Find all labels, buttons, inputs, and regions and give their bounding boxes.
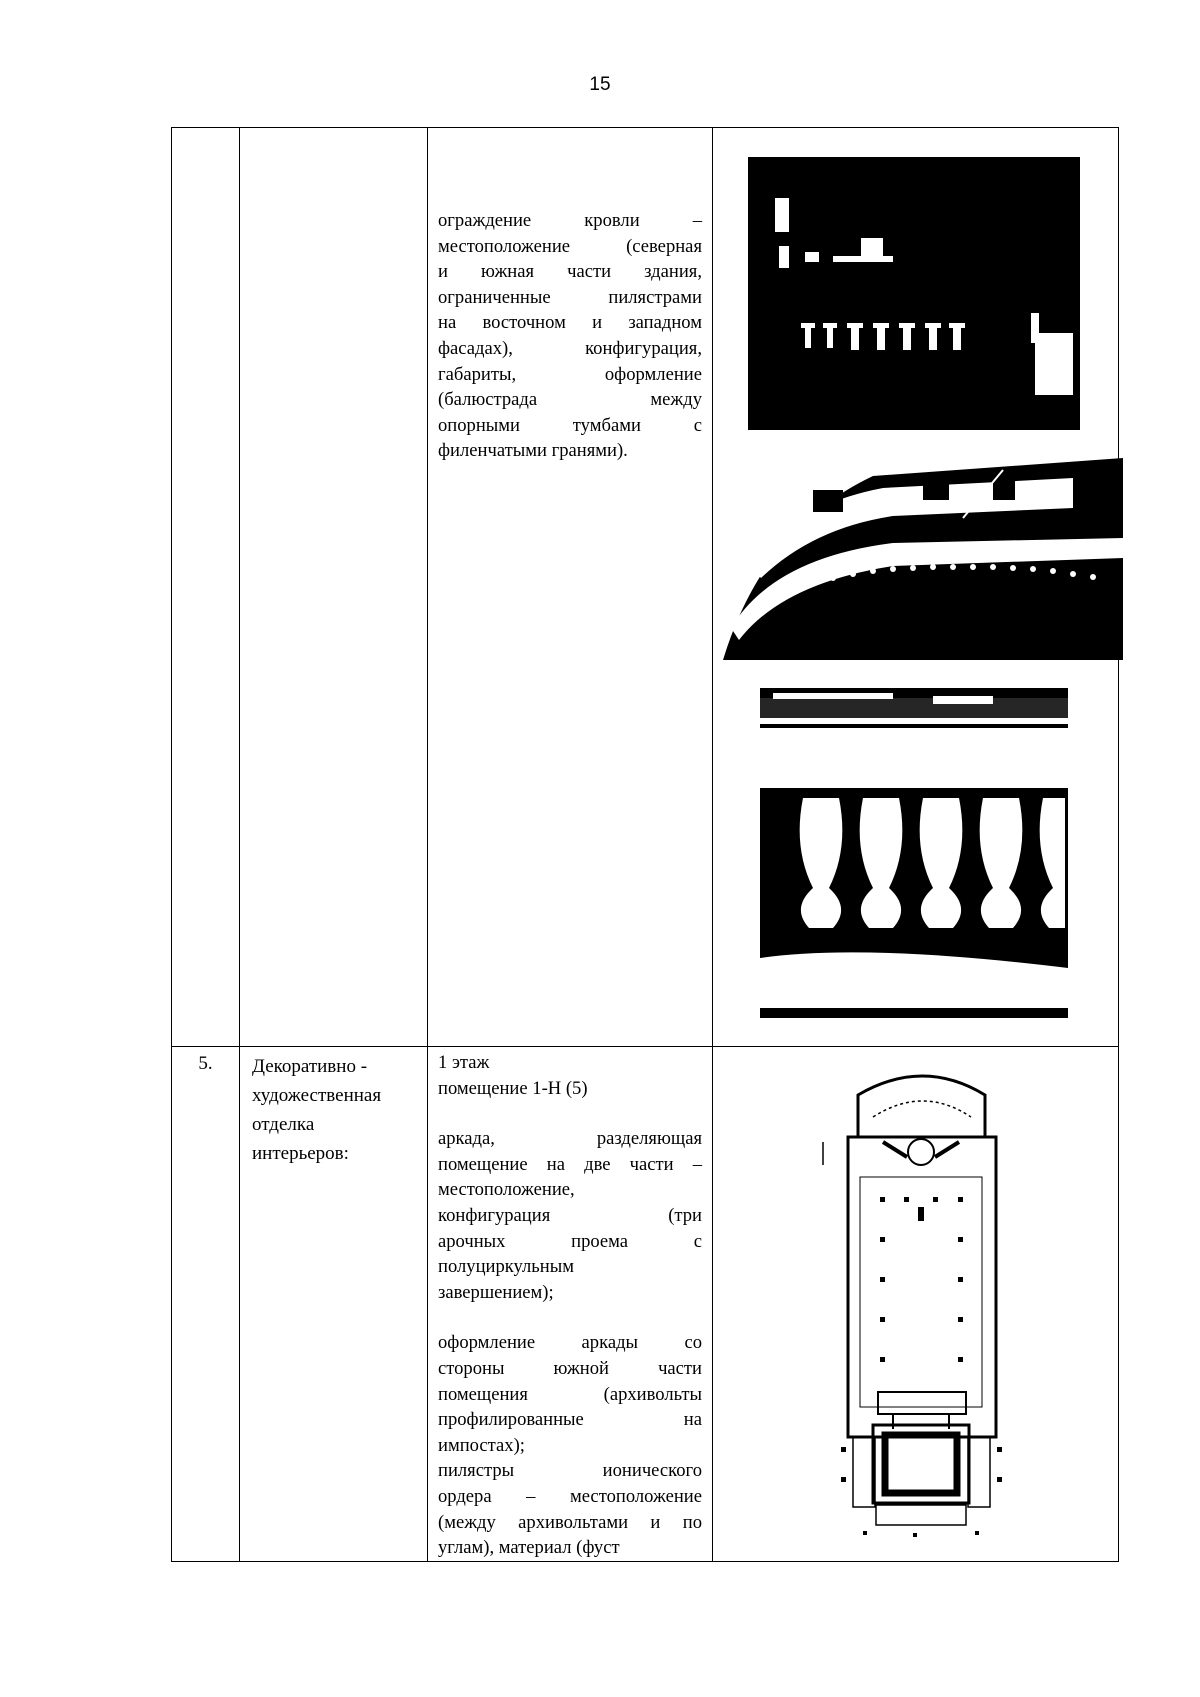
roof-fence-description-line-10: филенчатыми гранями). bbox=[438, 440, 628, 462]
roof-fence-description-line-8: (балюстрада между bbox=[438, 389, 702, 411]
table-row-5 bbox=[172, 1047, 1119, 1562]
arcade-decoration-description bbox=[438, 1330, 702, 1560]
roof-fence-description-line-2: местоположение (северная bbox=[438, 235, 702, 257]
interior-description-cell bbox=[428, 1047, 713, 1562]
arcade-decoration-description-line-7: ордера – местоположение bbox=[438, 1485, 702, 1507]
arcade-decoration-description-line-8: (между архивольтами и по bbox=[438, 1511, 702, 1533]
title-cell-empty bbox=[240, 128, 428, 1047]
arcade-description-line-7: завершением); bbox=[438, 1281, 554, 1303]
arcade-decoration-description-line-6: пилястры ионического bbox=[438, 1460, 702, 1482]
roof-fence-description-line-7: габариты, оформление bbox=[438, 363, 702, 385]
arcade-description bbox=[438, 1126, 702, 1305]
row-number: 5. bbox=[198, 1053, 213, 1074]
roof-fence-description-line-6: фасадах), конфигурация, bbox=[438, 337, 702, 359]
arcade-decoration-description-line-1: оформление аркады со bbox=[438, 1332, 702, 1354]
arcade-decoration-description-line-2: стороны южной части bbox=[438, 1357, 702, 1379]
arcade-description-line-5: арочных проема с bbox=[438, 1230, 702, 1252]
description-cell bbox=[428, 128, 713, 1047]
section-title-line-3: отделка bbox=[252, 1114, 315, 1135]
arcade-description-line-4: конфигурация (три bbox=[438, 1204, 702, 1226]
floor-label: 1 этаж bbox=[438, 1052, 490, 1073]
roof-fence-description bbox=[438, 208, 702, 464]
arcade-decoration-description-line-5: импостах); bbox=[438, 1434, 525, 1456]
roof-fence-description-line-5: на восточном и западном bbox=[438, 312, 702, 334]
arcade-description-line-1: аркада, разделяющая bbox=[438, 1128, 702, 1150]
roof-fence-description-line-3: и южная части здания, bbox=[438, 261, 702, 283]
arcade-decoration-description-line-9: углам), материал (фуст bbox=[438, 1537, 620, 1559]
section-title-cell bbox=[240, 1047, 428, 1562]
roof-fence-description-line-9: опорными тумбами с bbox=[438, 414, 702, 436]
page-number: 15 bbox=[589, 74, 611, 95]
section-title-line-1: Декоративно - bbox=[252, 1056, 368, 1077]
arcade-description-line-2: помещение на две части – bbox=[438, 1153, 702, 1175]
table-row-continuation bbox=[172, 128, 1119, 1047]
photo-cell bbox=[713, 128, 1119, 1047]
room-label: помещение 1-Н (5) bbox=[438, 1077, 588, 1099]
row-number-cell bbox=[172, 1047, 240, 1562]
arcade-decoration-description-line-3: помещения (архивольты bbox=[438, 1383, 702, 1405]
floor-plan-cell bbox=[713, 1047, 1119, 1562]
arcade-decoration-description-line-4: профилированные на bbox=[438, 1409, 702, 1431]
section-title-line-4: интерьеров: bbox=[252, 1143, 349, 1164]
section-title-line-2: художественная bbox=[252, 1085, 382, 1106]
number-cell-empty bbox=[172, 128, 240, 1047]
roof-fence-description-line-1: ограждение кровли – bbox=[438, 210, 702, 231]
roof-fence-description-line-4: ограниченные пилястрами bbox=[438, 286, 702, 308]
monument-subject-table bbox=[171, 127, 1119, 1562]
arcade-description-line-6: полуциркульным bbox=[438, 1256, 574, 1278]
balusters-detail-photo bbox=[713, 128, 1119, 1047]
floor-plan-image bbox=[713, 1047, 1119, 1560]
arcade-description-line-3: местоположение, bbox=[438, 1179, 575, 1201]
